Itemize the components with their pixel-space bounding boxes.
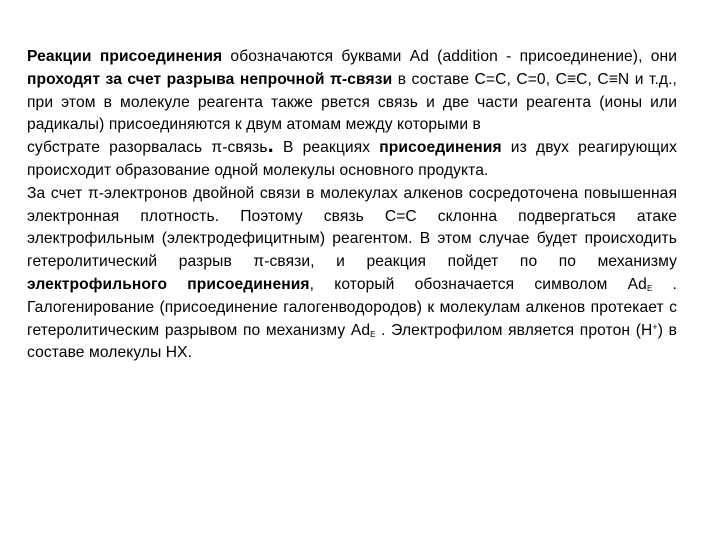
text-segment: обозначаются буквами Ad (addition - присоединение), они bbox=[222, 48, 678, 65]
text-segment: За счет π-электронов двойной связи в молекулах алкенов сосредоточена повышенная электронная плотность. Поэтому связь С=С склонна подвергаться атаке электрофильным (электродефицитным) реагентом. В этом случае будет происходить гетеролитический разрыв π-связи, и реакция пойдет по по механизму bbox=[27, 184, 677, 271]
text-segment: субстрате разорвалась π-связь bbox=[27, 139, 268, 157]
paragraph-addition-reactions bbox=[27, 46, 677, 137]
text-segment: В реакциях bbox=[273, 139, 380, 157]
text-segment: ) в составе молекулы НХ. bbox=[27, 321, 677, 362]
text-segment: , который обозначается символом Ad bbox=[309, 275, 647, 293]
term-pi-bond-breaking: проходят за счет разрыва непрочной π-связи bbox=[27, 70, 393, 88]
text-segment: . Электрофилом является протон (Н bbox=[375, 321, 653, 339]
text-segment: . Галогенирование (присоединение галогенводородов) к молекулам алкенов протекает с гетеролитическим разрывом по механизму Ad bbox=[27, 275, 677, 339]
subscript-e: E bbox=[370, 329, 376, 339]
term-addition-reactions: Реакции присоединения bbox=[27, 48, 223, 65]
superscript-plus: + bbox=[652, 321, 658, 332]
subscript-e: E bbox=[646, 283, 653, 293]
term-addition: присоединения bbox=[379, 139, 502, 157]
text-segment: из двух реагирующих происходит образование одной молекулы основного продукта. bbox=[27, 139, 678, 179]
paragraph-substrate bbox=[27, 132, 678, 183]
term-electrophilic-addition: электрофильного присоединения bbox=[27, 275, 310, 293]
text-segment: в составе С=С, С=0, С≡С, С≡N и т.д., при этом в молекуле реагента также рвется связь и две части реагента (ионы или радикалы) присоединяются к двум атомам между которыми в bbox=[27, 70, 677, 134]
paragraph-electrophilic bbox=[27, 183, 677, 365]
bold-period: . bbox=[267, 132, 274, 158]
document-body bbox=[27, 46, 677, 365]
